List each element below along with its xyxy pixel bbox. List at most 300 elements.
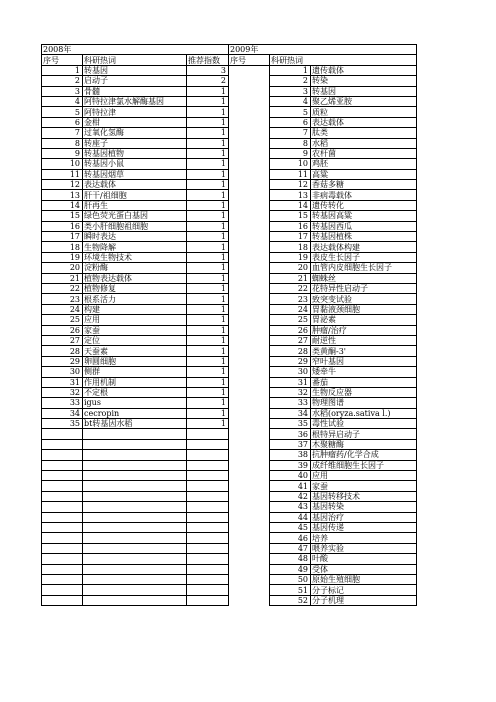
- empty-cell: [83, 522, 187, 532]
- right-index: 6: [270, 117, 311, 127]
- right-index: 15: [270, 211, 311, 221]
- left-index: 31: [42, 377, 83, 387]
- keyword-table: [41, 44, 417, 606]
- right-index: 38: [270, 450, 311, 460]
- right-keyword: 表达载体: [311, 117, 417, 127]
- empty-cell: [83, 512, 187, 522]
- empty-cell: [83, 564, 187, 574]
- right-gap: [229, 398, 270, 408]
- right-keyword: 致突变试验: [311, 294, 417, 304]
- right-index: 39: [270, 460, 311, 470]
- right-gap: [229, 283, 270, 293]
- left-index: 29: [42, 356, 83, 366]
- left-keyword: 启动子: [83, 76, 187, 86]
- right-gap: [229, 148, 270, 158]
- right-gap: [229, 522, 270, 532]
- left-keyword: 转基因植物: [83, 148, 187, 158]
- table-row: [42, 574, 417, 584]
- left-score: 1: [187, 107, 229, 117]
- left-keyword: 过氧化氢酶: [83, 128, 187, 138]
- right-header-keyword: 科研热词: [270, 55, 417, 65]
- right-index: 42: [270, 491, 311, 501]
- table-row: [42, 211, 417, 221]
- left-keyword: 构建: [83, 304, 187, 314]
- left-score: 1: [187, 86, 229, 96]
- right-index: 52: [270, 595, 311, 605]
- right-keyword: 农杆菌: [311, 148, 417, 158]
- left-score: 1: [187, 180, 229, 190]
- right-gap: [229, 304, 270, 314]
- right-index: 14: [270, 200, 311, 210]
- right-keyword: 成纤维细胞生长因子: [311, 460, 417, 470]
- table-row: [42, 439, 417, 449]
- empty-cell: [42, 429, 83, 439]
- left-index: 1: [42, 65, 83, 75]
- right-index: 32: [270, 387, 311, 397]
- empty-cell: [42, 522, 83, 532]
- empty-cell: [187, 502, 229, 512]
- left-index: 19: [42, 252, 83, 262]
- right-gap: [229, 221, 270, 231]
- left-keyword: bt转基因水稻: [83, 419, 187, 429]
- right-gap: [229, 190, 270, 200]
- empty-cell: [187, 522, 229, 532]
- empty-cell: [187, 543, 229, 553]
- table-row: [42, 86, 417, 96]
- empty-cell: [187, 533, 229, 543]
- right-gap: [229, 439, 270, 449]
- left-score: 1: [187, 387, 229, 397]
- left-keyword: 转基因小鼠: [83, 159, 187, 169]
- left-index: 22: [42, 283, 83, 293]
- table-row: [42, 325, 417, 335]
- left-keyword: 植物修复: [83, 283, 187, 293]
- empty-cell: [187, 512, 229, 522]
- table-row: [42, 460, 417, 470]
- right-keyword: 表皮生长因子: [311, 252, 417, 262]
- left-index: 4: [42, 96, 83, 106]
- left-index: 15: [42, 211, 83, 221]
- right-gap: [229, 491, 270, 501]
- left-score: 1: [187, 273, 229, 283]
- left-score: 1: [187, 377, 229, 387]
- left-keyword: 不定根: [83, 387, 187, 397]
- right-gap: [229, 335, 270, 345]
- left-keyword: 阿特拉津: [83, 107, 187, 117]
- right-gap: [229, 86, 270, 96]
- empty-cell: [83, 543, 187, 553]
- left-keyword: 淀粉酶: [83, 263, 187, 273]
- left-index: 27: [42, 335, 83, 345]
- right-gap: [229, 460, 270, 470]
- right-header-index: 序号: [229, 55, 270, 65]
- table-row: [42, 148, 417, 158]
- right-keyword: 生物反应器: [311, 387, 417, 397]
- left-index: 24: [42, 304, 83, 314]
- left-keyword: cecropin: [83, 408, 187, 418]
- left-index: 33: [42, 398, 83, 408]
- right-index: 50: [270, 574, 311, 584]
- left-index: 25: [42, 315, 83, 325]
- right-gap: [229, 387, 270, 397]
- right-keyword: 聚乙烯亚胺: [311, 96, 417, 106]
- left-keyword: 表达载体: [83, 180, 187, 190]
- right-gap: [229, 315, 270, 325]
- empty-cell: [83, 502, 187, 512]
- left-score: 1: [187, 159, 229, 169]
- right-keyword: 胃泌素: [311, 315, 417, 325]
- table-row: [42, 221, 417, 231]
- empty-cell: [83, 429, 187, 439]
- table-row: [42, 283, 417, 293]
- empty-cell: [83, 471, 187, 481]
- left-score: 1: [187, 304, 229, 314]
- right-index: 3: [270, 86, 311, 96]
- right-keyword: 分子机理: [311, 595, 417, 605]
- right-gap: [229, 159, 270, 169]
- empty-cell: [83, 460, 187, 470]
- right-keyword: 基因传递: [311, 522, 417, 532]
- right-index: 12: [270, 180, 311, 190]
- table-row: [42, 502, 417, 512]
- right-index: 18: [270, 242, 311, 252]
- right-gap: [229, 429, 270, 439]
- right-index: 37: [270, 439, 311, 449]
- left-index: 10: [42, 159, 83, 169]
- right-index: 28: [270, 346, 311, 356]
- right-index: 49: [270, 564, 311, 574]
- empty-cell: [187, 460, 229, 470]
- table-row: [42, 481, 417, 491]
- right-gap: [229, 138, 270, 148]
- right-gap: [229, 76, 270, 86]
- right-keyword: 肽类: [311, 128, 417, 138]
- right-keyword: 物理图谱: [311, 398, 417, 408]
- table-row: [42, 471, 417, 481]
- right-gap: [229, 263, 270, 273]
- right-keyword: 基因转染: [311, 502, 417, 512]
- right-keyword: 质粒: [311, 107, 417, 117]
- left-keyword: 卵圆细胞: [83, 356, 187, 366]
- right-index: 34: [270, 408, 311, 418]
- left-score: 1: [187, 325, 229, 335]
- right-keyword: 原始生殖细胞: [311, 574, 417, 584]
- table-row: [42, 491, 417, 501]
- left-score: 1: [187, 283, 229, 293]
- left-keyword: 肝干/祖细胞: [83, 190, 187, 200]
- right-index: 9: [270, 148, 311, 158]
- right-keyword: 培养: [311, 533, 417, 543]
- table-row: [42, 367, 417, 377]
- table-row: [42, 252, 417, 262]
- right-index: 2: [270, 76, 311, 86]
- right-keyword: 类黄酮-3': [311, 346, 417, 356]
- right-index: 11: [270, 169, 311, 179]
- empty-cell: [42, 481, 83, 491]
- right-index: 41: [270, 481, 311, 491]
- empty-cell: [187, 450, 229, 460]
- empty-cell: [42, 543, 83, 553]
- left-index: 6: [42, 117, 83, 127]
- right-gap: [229, 419, 270, 429]
- left-index: 8: [42, 138, 83, 148]
- right-gap: [229, 232, 270, 242]
- table-row: [42, 169, 417, 179]
- left-keyword: 类小肝细胞祖细胞: [83, 221, 187, 231]
- table-row: [42, 263, 417, 273]
- right-gap: [229, 564, 270, 574]
- left-index: 17: [42, 232, 83, 242]
- right-keyword: 窄叶基因: [311, 356, 417, 366]
- right-gap: [229, 408, 270, 418]
- empty-cell: [187, 439, 229, 449]
- right-gap: [229, 294, 270, 304]
- right-index: 10: [270, 159, 311, 169]
- left-keyword: 根系活力: [83, 294, 187, 304]
- table-row: [42, 294, 417, 304]
- left-score: 1: [187, 398, 229, 408]
- left-score: 1: [187, 148, 229, 158]
- spreadsheet: [41, 44, 416, 606]
- right-keyword: 喂养实验: [311, 543, 417, 553]
- table-row: [42, 387, 417, 397]
- header-row: [42, 55, 417, 65]
- left-keyword: 骨髓: [83, 86, 187, 96]
- right-gap: [229, 585, 270, 595]
- left-keyword: 环境生物技术: [83, 252, 187, 262]
- right-keyword: 根特异启动子: [311, 429, 417, 439]
- table-row: [42, 304, 417, 314]
- right-keyword: 遗传载体: [311, 65, 417, 75]
- right-keyword: 蜘蛛丝: [311, 273, 417, 283]
- left-keyword: 应用: [83, 315, 187, 325]
- left-header-index: 序号: [42, 55, 83, 65]
- empty-cell: [42, 439, 83, 449]
- table-row: [42, 65, 417, 75]
- right-keyword: 香菇多糖: [311, 180, 417, 190]
- empty-cell: [42, 574, 83, 584]
- right-gap: [229, 471, 270, 481]
- right-index: 22: [270, 283, 311, 293]
- right-keyword: 基因转移技术: [311, 491, 417, 501]
- table-row: [42, 232, 417, 242]
- empty-cell: [187, 595, 229, 605]
- table-row: [42, 398, 417, 408]
- empty-cell: [42, 595, 83, 605]
- empty-cell: [187, 585, 229, 595]
- left-index: 30: [42, 367, 83, 377]
- table-row: [42, 533, 417, 543]
- table-row: [42, 346, 417, 356]
- right-index: 7: [270, 128, 311, 138]
- table-row: [42, 190, 417, 200]
- left-score: 1: [187, 294, 229, 304]
- left-index: 32: [42, 387, 83, 397]
- left-keyword: 作用机制: [83, 377, 187, 387]
- right-gap: [229, 273, 270, 283]
- right-index: 44: [270, 512, 311, 522]
- right-index: 27: [270, 335, 311, 345]
- right-gap: [229, 96, 270, 106]
- right-gap: [229, 65, 270, 75]
- empty-cell: [187, 471, 229, 481]
- empty-cell: [187, 491, 229, 501]
- table-row: [42, 242, 417, 252]
- right-index: 8: [270, 138, 311, 148]
- left-index: 21: [42, 273, 83, 283]
- empty-cell: [83, 595, 187, 605]
- table-row: [42, 522, 417, 532]
- right-index: 48: [270, 554, 311, 564]
- left-index: 20: [42, 263, 83, 273]
- left-index: 28: [42, 346, 83, 356]
- right-gap: [229, 481, 270, 491]
- right-gap: [229, 502, 270, 512]
- right-gap: [229, 356, 270, 366]
- left-score: 1: [187, 242, 229, 252]
- left-index: 11: [42, 169, 83, 179]
- right-keyword: 基因治疗: [311, 512, 417, 522]
- right-gap: [229, 450, 270, 460]
- right-keyword: 抗肿瘤药/化学合成: [311, 450, 417, 460]
- left-index: 14: [42, 200, 83, 210]
- right-index: 1: [270, 65, 311, 75]
- left-score: 1: [187, 200, 229, 210]
- table-row: [42, 377, 417, 387]
- table-row: [42, 564, 417, 574]
- left-index: 13: [42, 190, 83, 200]
- right-keyword: 耐逆性: [311, 335, 417, 345]
- empty-cell: [83, 585, 187, 595]
- right-index: 40: [270, 471, 311, 481]
- empty-cell: [42, 585, 83, 595]
- empty-cell: [42, 450, 83, 460]
- table-row: [42, 408, 417, 418]
- left-index: 2: [42, 76, 83, 86]
- empty-cell: [83, 574, 187, 584]
- empty-cell: [83, 554, 187, 564]
- right-gap: [229, 107, 270, 117]
- empty-cell: [83, 450, 187, 460]
- right-gap: [229, 367, 270, 377]
- right-keyword: 花特异性启动子: [311, 283, 417, 293]
- right-gap: [229, 211, 270, 221]
- left-score: 1: [187, 367, 229, 377]
- right-index: 47: [270, 543, 311, 553]
- right-index: 43: [270, 502, 311, 512]
- left-keyword: 肝再生: [83, 200, 187, 210]
- left-keyword: 瞬时表达: [83, 232, 187, 242]
- left-index: 26: [42, 325, 83, 335]
- right-gap: [229, 512, 270, 522]
- right-index: 45: [270, 522, 311, 532]
- right-keyword: 血管内皮细胞生长因子: [311, 263, 417, 273]
- right-keyword: 转基因西瓜: [311, 221, 417, 231]
- empty-cell: [187, 564, 229, 574]
- right-index: 4: [270, 96, 311, 106]
- right-keyword: 水稻: [311, 138, 417, 148]
- right-keyword: 家蚕: [311, 481, 417, 491]
- left-score: 1: [187, 356, 229, 366]
- left-index: 9: [42, 148, 83, 158]
- table-row: [42, 180, 417, 190]
- right-index: 25: [270, 315, 311, 325]
- right-keyword: 转基因高粱: [311, 211, 417, 221]
- right-gap: [229, 377, 270, 387]
- table-row: [42, 315, 417, 325]
- right-index: 26: [270, 325, 311, 335]
- left-index: 18: [42, 242, 83, 252]
- left-index: 3: [42, 86, 83, 96]
- table-row: [42, 159, 417, 169]
- table-row: [42, 356, 417, 366]
- right-index: 20: [270, 263, 311, 273]
- right-keyword: 应用: [311, 471, 417, 481]
- left-index: 12: [42, 180, 83, 190]
- right-gap: [229, 169, 270, 179]
- left-score: 1: [187, 117, 229, 127]
- table-row: [42, 585, 417, 595]
- empty-cell: [42, 564, 83, 574]
- right-keyword: 毒性试验: [311, 419, 417, 429]
- right-keyword: 高粱: [311, 169, 417, 179]
- table-row: [42, 595, 417, 605]
- left-score: 1: [187, 346, 229, 356]
- left-index: 34: [42, 408, 83, 418]
- right-index: 51: [270, 585, 311, 595]
- table-row: [42, 128, 417, 138]
- right-keyword: 转基因植株: [311, 232, 417, 242]
- left-index: 5: [42, 107, 83, 117]
- table-row: [42, 554, 417, 564]
- left-score: 1: [187, 96, 229, 106]
- right-gap: [229, 128, 270, 138]
- right-gap: [229, 533, 270, 543]
- right-keyword: 转染: [311, 76, 417, 86]
- right-index: 29: [270, 356, 311, 366]
- right-index: 21: [270, 273, 311, 283]
- right-keyword: 遗传转化: [311, 200, 417, 210]
- table-row: [42, 138, 417, 148]
- right-index: 30: [270, 367, 311, 377]
- left-keyword: 金柑: [83, 117, 187, 127]
- left-score: 1: [187, 169, 229, 179]
- right-keyword: 鸡胚: [311, 159, 417, 169]
- empty-cell: [42, 471, 83, 481]
- left-keyword: 天蚕素: [83, 346, 187, 356]
- left-keyword: 转基因烟草: [83, 169, 187, 179]
- empty-cell: [42, 460, 83, 470]
- right-index: 16: [270, 221, 311, 231]
- empty-cell: [42, 491, 83, 501]
- year-2009: 2009年: [229, 45, 417, 55]
- left-score: 1: [187, 335, 229, 345]
- right-keyword: 矮牵牛: [311, 367, 417, 377]
- right-index: 46: [270, 533, 311, 543]
- right-keyword: 水稻(oryza.sativa l.): [311, 408, 417, 418]
- left-score: 2: [187, 76, 229, 86]
- table-row: [42, 273, 417, 283]
- left-score: 1: [187, 221, 229, 231]
- year-row: [42, 45, 417, 55]
- left-keyword: igus: [83, 398, 187, 408]
- table-row: [42, 543, 417, 553]
- right-keyword: 非病毒载体: [311, 190, 417, 200]
- right-keyword: 胃黏液颈细胞: [311, 304, 417, 314]
- table-row: [42, 107, 417, 117]
- left-keyword: 生物降解: [83, 242, 187, 252]
- table-row: [42, 429, 417, 439]
